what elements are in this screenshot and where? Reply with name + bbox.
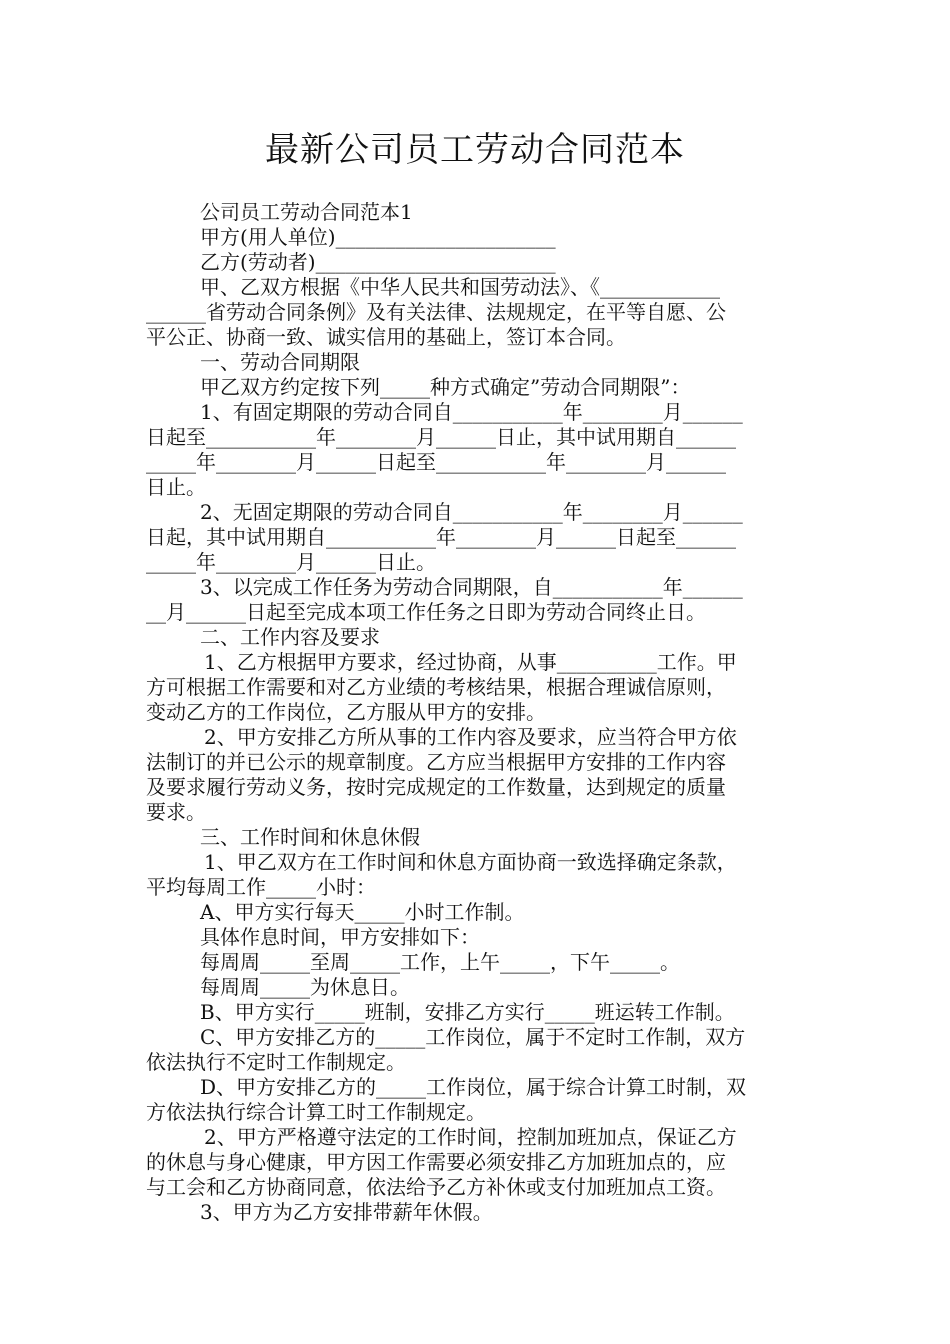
text-line: 法制订的并已公示的规章制度。乙方应当根据甲方安排的工作内容 xyxy=(146,750,726,774)
section-heading: 一、劳动合同期限 xyxy=(200,350,360,374)
text-line: 甲乙双方约定按下列_____种方式确定”劳动合同期限”： xyxy=(200,375,691,399)
text-line: 每周周_____至周_____工作，上午_____，下午_____。 xyxy=(200,950,680,974)
text-line: 2、甲方严格遵守法定的工作时间，控制加班加点，保证乙方 xyxy=(204,1125,737,1149)
text-line: 要求。 xyxy=(146,800,206,824)
text-line: 2、甲方安排乙方所从事的工作内容及要求，应当符合甲方依 xyxy=(204,725,737,749)
text-line: 1、乙方根据甲方要求，经过协商，从事__________工作。甲 xyxy=(204,650,737,674)
text-line: 的休息与身心健康，甲方因工作需要必须安排乙方加班加点的，应 xyxy=(146,1150,726,1174)
text-line: D、甲方安排乙方的_____工作岗位，属于综合计算工时制，双 xyxy=(200,1075,747,1099)
text-line: 日起至___________年________月______日止，其中试用期自______ xyxy=(146,425,736,449)
text-line: 2、无固定期限的劳动合同自___________年________月______ xyxy=(200,500,743,524)
text-line: ______省劳动合同条例》及有关法律、法规规定，在平等自愿、公 xyxy=(146,300,726,324)
text-line: 日止。 xyxy=(146,475,206,499)
text-line: A、甲方实行每天_____小时工作制。 xyxy=(200,900,525,924)
text-line: 乙方(劳动者)________________________ xyxy=(200,250,556,274)
text-line: B、甲方实行_____班制，安排乙方实行_____班运转工作制。 xyxy=(200,1000,735,1024)
text-line: C、甲方安排乙方的_____工作岗位，属于不定时工作制，双方 xyxy=(200,1025,746,1049)
text-line: 公司员工劳动合同范本1 xyxy=(200,200,413,224)
text-line: 与工会和乙方协商同意，依法给予乙方补休或支付加班加点工资。 xyxy=(146,1175,726,1199)
text-line: 平公正、协商一致、诚实信用的基础上，签订本合同。 xyxy=(146,325,626,349)
text-line: _____年________月______日止。 xyxy=(146,550,436,574)
text-line: 方依法执行综合计算工时工作制规定。 xyxy=(146,1100,486,1124)
text-line: 每周周_____为休息日。 xyxy=(200,975,410,999)
text-line: 3、甲方为乙方安排带薪年休假。 xyxy=(200,1200,493,1224)
section-heading: 三、工作时间和休息休假 xyxy=(200,825,420,849)
text-line: 甲、乙双方根据《中华人民共和国劳动法》、《____________ xyxy=(200,275,720,299)
text-line: 甲方(用人单位)______________________ xyxy=(200,225,556,249)
section-heading: 二、工作内容及要求 xyxy=(200,625,380,649)
text-line: __月______日起至完成本项工作任务之日即为劳动合同终止日。 xyxy=(146,600,706,624)
text-line: 平均每周工作_____小时： xyxy=(146,875,376,899)
text-line: 具体作息时间，甲方安排如下： xyxy=(200,925,480,949)
text-line: 依法执行不定时工作制规定。 xyxy=(146,1050,406,1074)
text-line: _____年________月______日起至___________年________月______ xyxy=(146,450,726,474)
text-line: 日起，其中试用期自___________年________月______日起至______ xyxy=(146,525,736,549)
document-body xyxy=(146,200,808,1225)
text-line: 1、甲乙双方在工作时间和休息方面协商一致选择确定条款， xyxy=(204,850,737,874)
text-line: 1、有固定期限的劳动合同自___________年________月______ xyxy=(200,400,743,424)
text-line: 3、以完成工作任务为劳动合同期限，自___________年______ xyxy=(200,575,743,599)
document-title: 最新公司员工劳动合同范本 xyxy=(265,130,685,170)
text-line: 方可根据工作需要和对乙方业绩的考核结果，根据合理诚信原则， xyxy=(146,675,726,699)
text-line: 及要求履行劳动义务，按时完成规定的工作数量，达到规定的质量 xyxy=(146,775,726,799)
text-line: 变动乙方的工作岗位，乙方服从甲方的安排。 xyxy=(146,700,546,724)
